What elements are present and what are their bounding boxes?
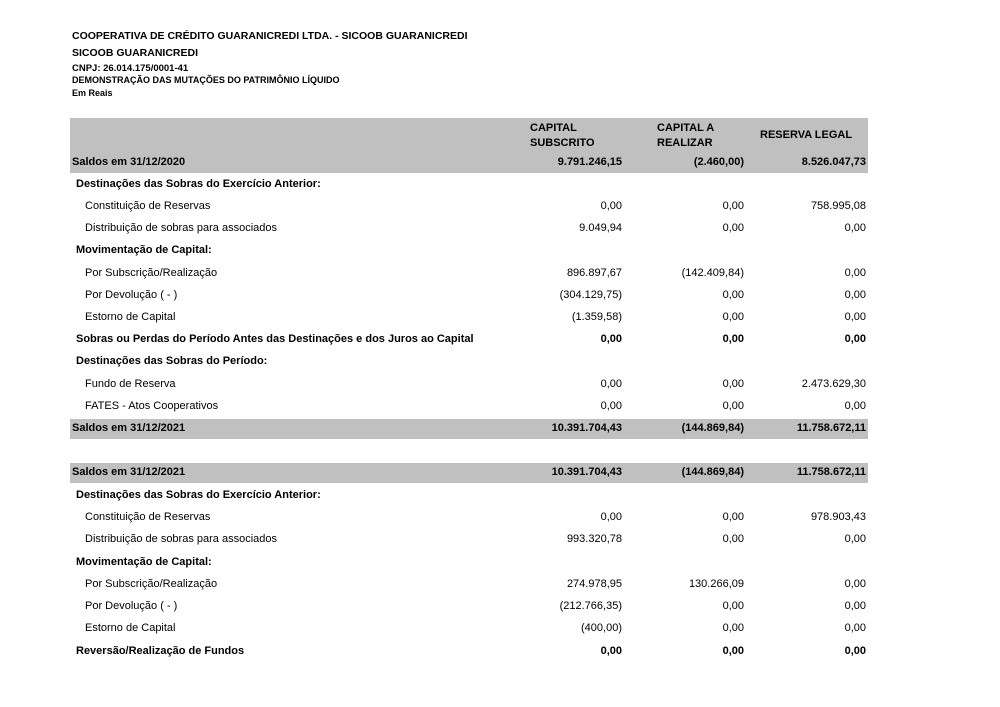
section-heading: Destinações das Sobras do Exercício Anterior:: [76, 489, 321, 501]
col-capital-a-realizar: CAPITAL A REALIZAR: [657, 122, 715, 149]
table-row: Por Subscrição/Realização 274.978,95 130.266,09 0,00: [85, 578, 866, 590]
table-row: FATES - Atos Cooperativos 0,00 0,00 0,00: [85, 400, 866, 412]
table-row-bold: Sobras ou Perdas do Período Antes das Destinações e dos Juros ao Capital 0,00 0,00 0,00: [76, 333, 866, 345]
balance-row: Saldos em 31/12/2021 10.391.704,43 (144.869,84) 11.758.672,11: [70, 419, 868, 439]
balance-row: Saldos em 31/12/2020 9.791.246,15 (2.460,00) 8.526.047,73: [70, 153, 868, 173]
table-row: Estorno de Capital (400,00) 0,00 0,00: [85, 622, 866, 634]
section-heading: Movimentação de Capital:: [76, 556, 212, 568]
table-row: Por Devolução ( - ) (304.129,75) 0,00 0,00: [85, 289, 866, 301]
table-row: Por Devolução ( - ) (212.766,35) 0,00 0,00: [85, 600, 866, 612]
column-header-bar: [70, 118, 868, 155]
table-row: Constituição de Reservas 0,00 0,00 758.995,08: [85, 200, 866, 212]
col-capital-subscrito: CAPITAL SUBSCRITO: [530, 122, 595, 149]
table-row: Distribuição de sobras para associados 993.320,78 0,00 0,00: [85, 533, 866, 545]
entity-name: SICOOB GUARANICREDI: [72, 47, 199, 59]
section-heading: Destinações das Sobras do Exercício Anterior:: [76, 178, 321, 190]
table-row-bold: Reversão/Realização de Fundos 0,00 0,00 0,00: [76, 645, 866, 657]
section-heading: Movimentação de Capital:: [76, 244, 212, 256]
table-row: Fundo de Reserva 0,00 0,00 2.473.629,30: [85, 378, 866, 390]
balance-row: Saldos em 31/12/2021 10.391.704,43 (144.869,84) 11.758.672,11: [70, 463, 868, 483]
cnpj: CNPJ: 26.014.175/0001-41: [72, 63, 189, 74]
statement-title: DEMONSTRAÇÃO DAS MUTAÇÕES DO PATRIMÔNIO LÍQUIDO: [72, 75, 340, 85]
table-row: Estorno de Capital (1.359,58) 0,00 0,00: [85, 311, 866, 323]
table-row: Distribuição de sobras para associados 9.049,94 0,00 0,00: [85, 222, 866, 234]
company-name: COOPERATIVA DE CRÉDITO GUARANICREDI LTDA. - SICOOB GUARANICREDI: [72, 30, 468, 42]
table-row: Por Subscrição/Realização 896.897,67 (142.409,84) 0,00: [85, 267, 866, 279]
section-heading: Destinações das Sobras do Período:: [76, 355, 268, 367]
table-row: Constituição de Reservas 0,00 0,00 978.903,43: [85, 511, 866, 523]
col-reserva-legal: RESERVA LEGAL: [760, 129, 853, 141]
currency-note: Em Reais: [72, 88, 113, 98]
